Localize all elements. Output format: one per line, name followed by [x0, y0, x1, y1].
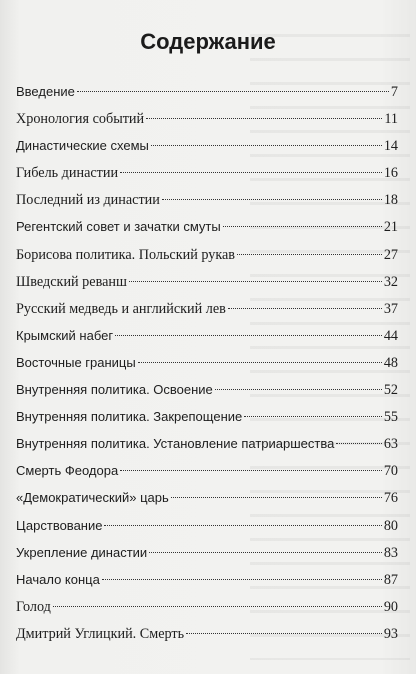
dot-leader — [115, 335, 382, 336]
dot-leader — [146, 118, 382, 119]
dot-leader — [129, 281, 382, 282]
dot-leader — [228, 308, 382, 309]
toc-entry-title: Внутренняя политика. Установление патриаршества — [16, 436, 335, 452]
toc-entry-title: Регентский совет и зачатки смуты — [16, 219, 221, 235]
toc-entry-page-number: 18 — [383, 192, 398, 209]
toc-entry — [16, 380, 398, 407]
toc-entry — [16, 624, 398, 651]
toc-entry-title: Внутренняя политика. Освоение — [16, 382, 213, 398]
toc-entry — [16, 272, 398, 299]
toc-entry — [16, 543, 398, 570]
toc-entry-page-number: 55 — [383, 409, 398, 426]
toc-entry — [16, 434, 398, 461]
dot-leader — [223, 226, 382, 227]
dot-leader — [215, 389, 382, 390]
toc-entry-page-number: 80 — [383, 517, 398, 534]
toc-entry-page-number: 76 — [383, 490, 398, 507]
toc-entry-title: Восточные границы — [16, 354, 136, 370]
toc-entry-page-number: 21 — [383, 219, 398, 236]
toc-entry-title: Хронология событий — [16, 111, 145, 128]
dot-leader — [149, 552, 382, 553]
toc-entry — [16, 136, 398, 163]
toc-entry-title: Дмитрий Углицкий. Смерть — [16, 625, 185, 642]
toc-entry-title: Последний из династии — [16, 192, 160, 209]
toc-entry-page-number: 14 — [383, 138, 398, 155]
dot-leader — [104, 525, 381, 526]
toc-entry-title: Русский медведь и английский лев — [16, 300, 226, 317]
toc-entry-title: Крымский набег — [16, 327, 114, 343]
toc-entry-title: Борисова политика. Польский рукав — [16, 246, 236, 263]
toc-entry-title: Укрепление династии — [16, 544, 148, 560]
toc-entry — [16, 109, 398, 136]
page-title: Содержание — [140, 28, 276, 54]
toc-entry — [16, 353, 398, 380]
toc-entry-title: Введение — [16, 84, 75, 99]
toc-entry — [16, 516, 398, 543]
toc-entry — [16, 407, 398, 434]
toc-entry — [16, 217, 398, 244]
toc-entry — [16, 82, 398, 109]
toc-entry-title: Гибель династии — [16, 165, 119, 182]
dot-leader — [244, 416, 382, 417]
toc-entry-page-number: 90 — [383, 598, 398, 615]
dot-leader — [120, 470, 382, 471]
dot-leader — [336, 443, 381, 444]
toc-entry-title: Внутренняя политика. Закрепощение — [16, 409, 243, 425]
toc-entry-title: Голод — [16, 598, 51, 615]
toc-entry-page-number: 48 — [383, 354, 398, 371]
toc-entry-page-number: 70 — [383, 463, 398, 480]
toc-entry — [16, 488, 398, 515]
toc-entry-page-number: 44 — [383, 327, 398, 344]
toc-entry-page-number: 7 — [390, 84, 398, 100]
dot-leader — [120, 172, 382, 173]
toc-entry-page-number: 63 — [383, 436, 398, 453]
dot-leader — [171, 497, 382, 498]
dot-leader — [102, 579, 382, 580]
toc-entry-page-number: 37 — [383, 300, 398, 317]
toc-entry — [16, 570, 398, 597]
toc-entry-page-number: 87 — [383, 571, 398, 588]
table-of-contents — [16, 82, 398, 651]
toc-entry-page-number: 83 — [383, 544, 398, 561]
dot-leader — [138, 362, 382, 363]
toc-entry-page-number: 16 — [383, 165, 398, 182]
toc-entry — [16, 299, 398, 326]
toc-entry-title: Династические схемы — [16, 138, 149, 154]
toc-entry-title: «Демократический» царь — [16, 490, 169, 506]
toc-entry — [16, 597, 398, 624]
toc-entry — [16, 163, 398, 190]
dot-leader — [186, 633, 382, 634]
toc-entry — [16, 326, 398, 353]
toc-entry — [16, 461, 398, 488]
toc-entry-page-number: 32 — [383, 273, 398, 290]
toc-entry-page-number: 52 — [383, 382, 398, 399]
dot-leader — [151, 145, 382, 146]
dot-leader — [53, 606, 382, 607]
toc-entry-page-number: 93 — [383, 625, 398, 642]
toc-entry-title: Царствование — [16, 517, 103, 533]
toc-entry-title: Смерть Феодора — [16, 463, 119, 479]
dot-leader — [77, 91, 389, 92]
toc-entry — [16, 245, 398, 272]
toc-entry-page-number: 27 — [383, 246, 398, 263]
toc-entry-title: Шведский реванш — [16, 273, 127, 290]
toc-entry-title: Начало конца — [16, 571, 100, 587]
dot-leader — [237, 254, 382, 255]
dot-leader — [162, 199, 382, 200]
toc-entry — [16, 190, 398, 217]
toc-entry-page-number: 11 — [384, 111, 398, 128]
